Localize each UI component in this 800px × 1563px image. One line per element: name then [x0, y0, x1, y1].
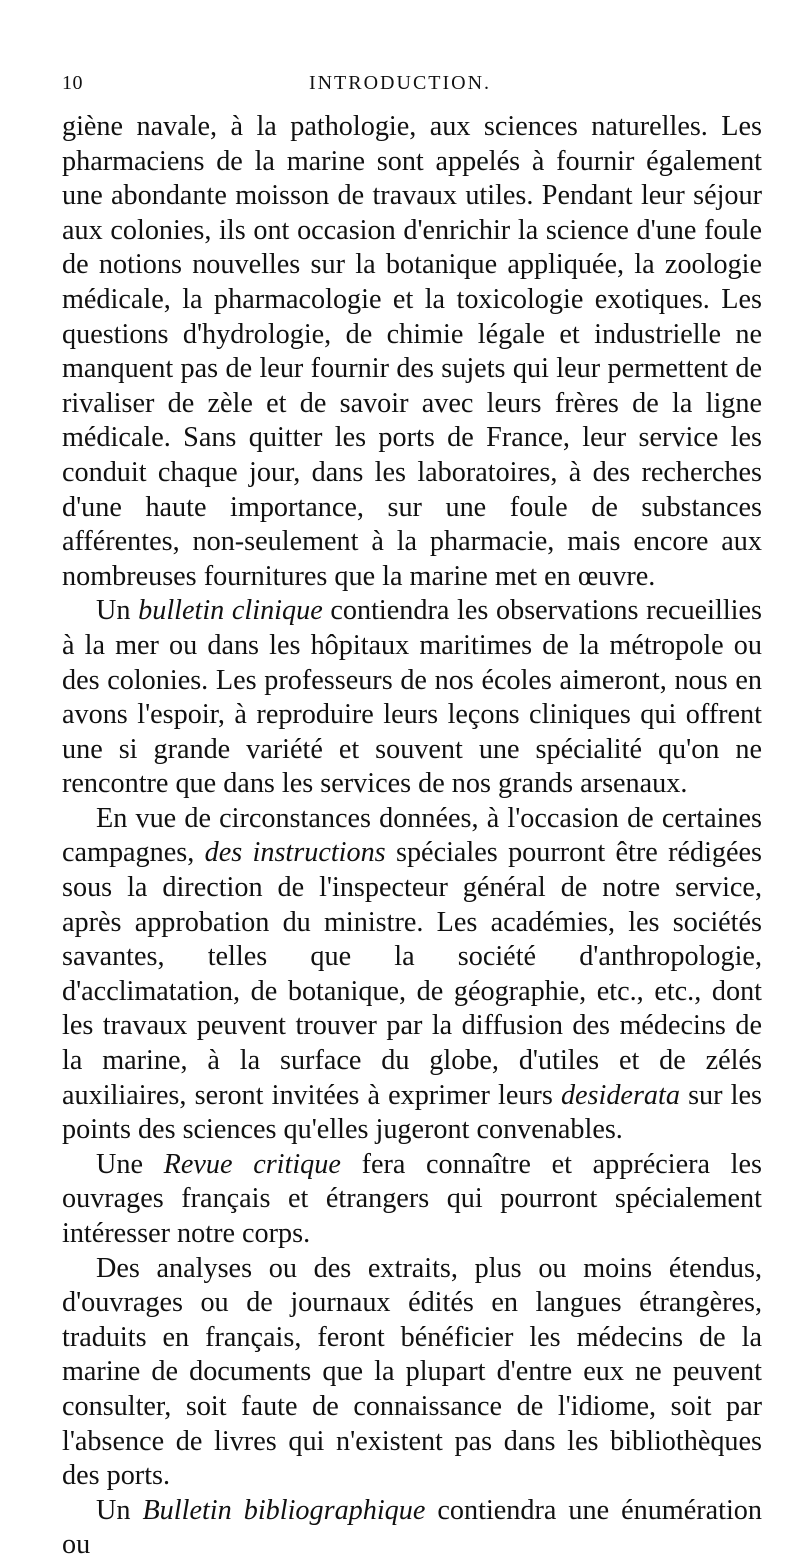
paragraph-bulletin-bibliographique: [62, 1494, 762, 1563]
italic-term: bulletin clinique: [138, 595, 323, 627]
paragraph-text: Des analyses ou des extraits, plus ou moins étendus, d'ouvrages ou de journaux édités en langues étrangères, traduits en français, feront bénéficier les médecins de la marine de documents que la plupart d'entre eux ne peuvent consulter, soit faute de connaissance de l'idiome, soit par l'absence de livres qui n'existent pas dans les bibliothèques des ports.: [62, 1252, 762, 1492]
paragraph-text: contiendra une énumération ou: [62, 1494, 762, 1561]
page-header: [62, 72, 738, 106]
paragraph-text: spéciales pourront être rédigées sous la direction de l'inspecteur général de notre service, après approbation du ministre. Les académies, les sociétés savantes, telles que la société d'anthropologie, d'acclimatation, de botanique, de géographie, etc., etc., dont les travaux peuvent trouver par la diffusion des médecins de la marine, à la surface du globe, d'utiles et de zélés auxiliaires, seront invitées à exprimer leurs: [62, 837, 762, 1111]
italic-term: Revue critique: [163, 1148, 341, 1180]
running-title: INTRODUCTION.: [308, 72, 492, 94]
paragraph-text: giène navale, à la pathologie, aux sciences naturelles. Les pharmaciens de la marine sont appelés à fournir également une abondante moisson de travaux utiles. Pendant leur séjour aux colonies, ils ont occasion d'enrichir la science d'une foule de notions nouvelles sur la botanique appliquée, la zoologie médicale, la pharmacologie et la toxicologie exotiques. Les questions d'hydrologie, de chimie légale et industrielle ne manquent pas de leur fournir des sujets qui leur permettent de rivaliser de zèle et de savoir avec leurs frères de la ligne médicale. Sans quitter les ports de France, leur service les conduit chaque jour, dans les laboratoires, à des recherches d'une haute importance, sur une foule de substances afférentes, non-seulement à la pharmacie, mais encore aux nombreuses fournitures que la marine met en œuvre.: [62, 111, 762, 592]
paragraph-text: Une: [96, 1148, 164, 1180]
italic-term: desiderata: [560, 1079, 680, 1111]
paragraph-text: En vue de circonstances données, à l'occasion de certaines campagnes,: [62, 802, 762, 869]
paragraph-text: fera connaître et appréciera les ouvrages français et étrangers qui pourront spécialement intéresser notre corps.: [62, 1148, 762, 1249]
paragraph-analyses: [62, 1252, 762, 1494]
paragraph-text: contiendra les observations recueillies à la mer ou dans les hôpitaux maritimes de la métropole ou des colonies. Les professeurs de nos écoles aimeront, nous en avons l'espoir, à reproduire leurs leçons cliniques qui offrent une si grande variété et souvent une spécialité qu'on ne rencontre que dans les services de nos grands arsenaux.: [62, 595, 762, 800]
italic-term: des instructions: [204, 837, 386, 869]
paragraph-instructions: [62, 802, 762, 1148]
paragraph-text: sur les points des sciences qu'elles jugeront convenables.: [62, 1079, 762, 1146]
paragraph-pharmaciens: [62, 110, 762, 594]
paragraph-bulletin-clinique: [62, 594, 762, 802]
paragraph-text: Un: [96, 595, 139, 627]
paragraph-text: Un: [96, 1494, 143, 1526]
body-text: [62, 110, 762, 1563]
italic-term: Bulletin bibliographique: [142, 1494, 426, 1526]
paragraph-revue-critique: [62, 1148, 762, 1252]
page-number: 10: [62, 72, 83, 94]
